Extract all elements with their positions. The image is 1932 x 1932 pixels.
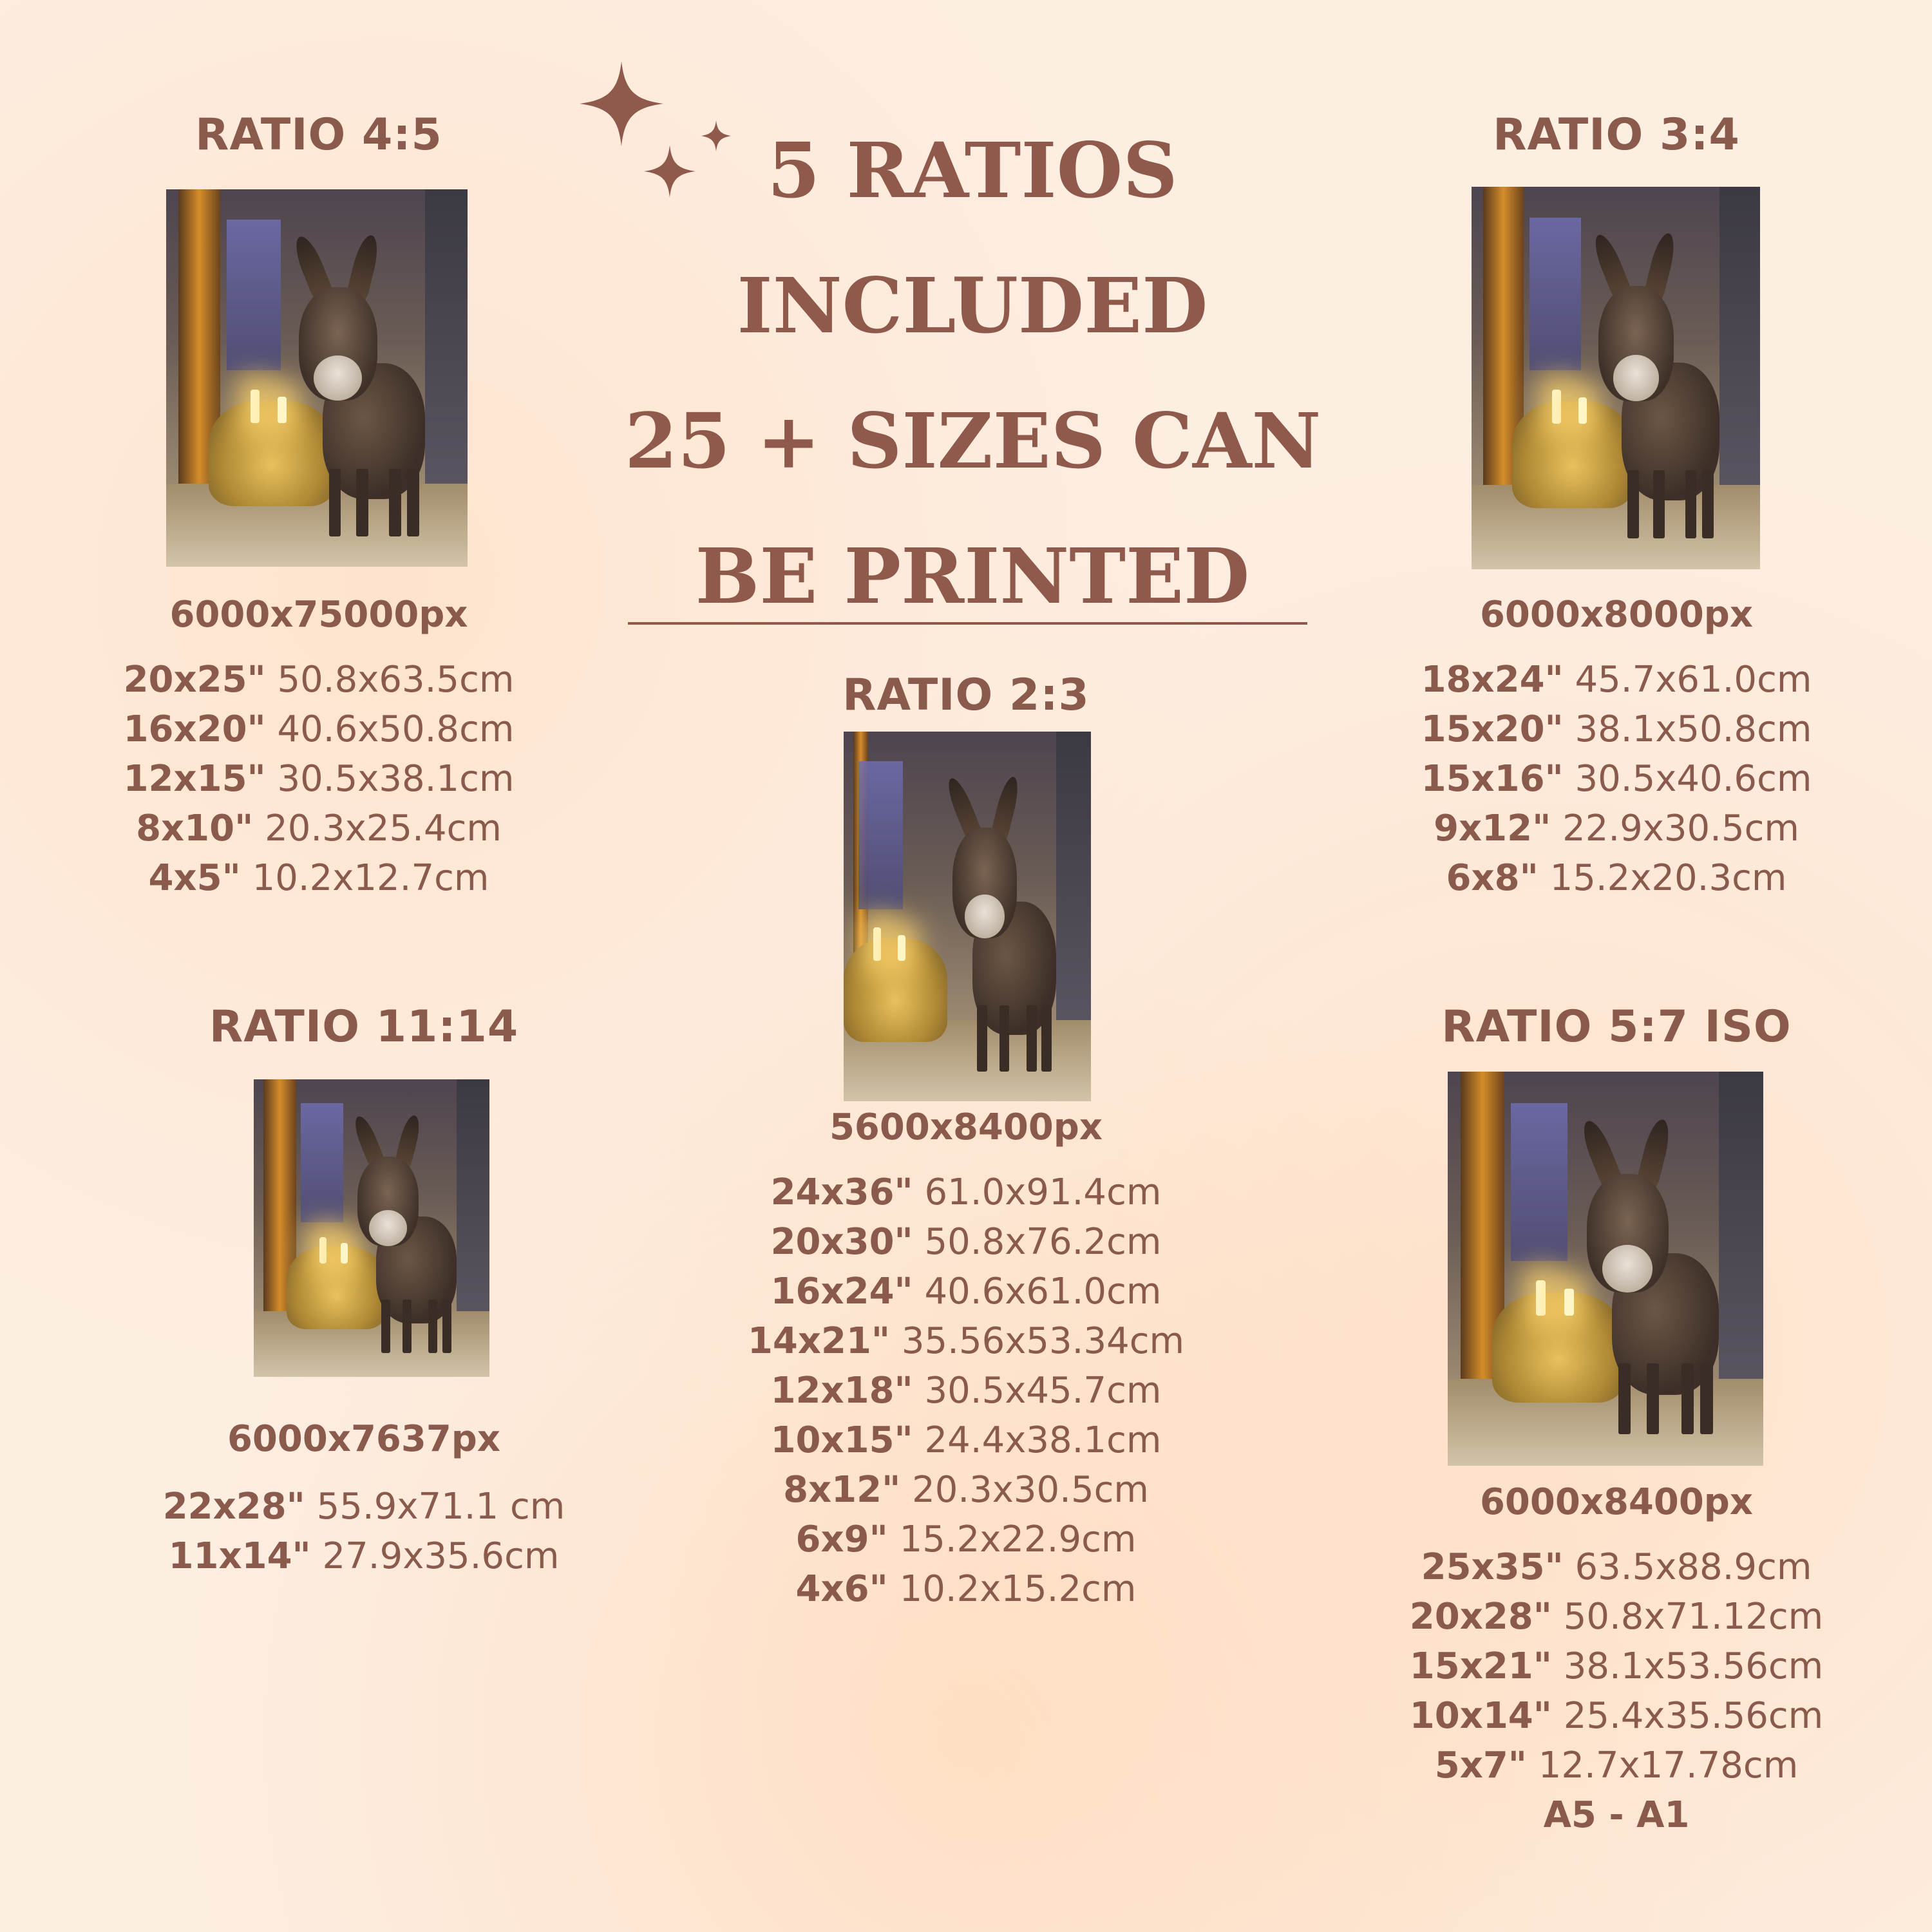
size-inches: 4x6" — [795, 1568, 888, 1610]
ratio-title: RATIO 11:14 — [209, 1001, 519, 1052]
size-cm: 50.8x63.5cm — [277, 659, 515, 701]
size-row — [1385, 1542, 1848, 1592]
ratio-5-7-title-block — [1385, 1001, 1848, 1052]
size-row — [715, 1168, 1217, 1217]
size-inches: 8x10" — [136, 808, 254, 849]
ratio-4-5-details — [90, 594, 547, 903]
headline-divider — [628, 622, 1307, 625]
size-inches: 16x24" — [770, 1271, 913, 1312]
size-cm: 50.8x71.12cm — [1563, 1596, 1824, 1638]
ratio-4-5-title-block — [90, 109, 547, 160]
size-cm: 10.2x15.2cm — [899, 1568, 1137, 1610]
size-row — [1385, 655, 1848, 705]
size-cm: 45.7x61.0cm — [1575, 659, 1812, 701]
size-inches: 6x8" — [1446, 857, 1539, 899]
size-inches: 12x18" — [770, 1370, 913, 1412]
size-list — [715, 1168, 1217, 1614]
ratio-5-7-details — [1385, 1481, 1848, 1840]
size-inches: 14x21" — [747, 1320, 891, 1362]
size-inches: 15x20" — [1421, 708, 1564, 750]
size-cm: 35.56x53.34cm — [901, 1320, 1185, 1362]
size-cm: 30.5x45.7cm — [924, 1370, 1162, 1412]
size-row — [1385, 1592, 1848, 1642]
size-inches: 11x14" — [168, 1535, 311, 1577]
headline-line-2: INCLUDED — [737, 261, 1208, 350]
size-inches: 20x30" — [770, 1221, 913, 1263]
size-cm: 10.2x12.7cm — [252, 857, 489, 899]
headline-line-1: 5 RATIOS — [767, 126, 1178, 215]
size-row — [90, 705, 547, 754]
size-inches: 15x16" — [1421, 758, 1564, 800]
size-inches: 20x25" — [123, 659, 266, 701]
iso-range: A5 - A1 — [1543, 1794, 1690, 1836]
donkey-artwork-4-5 — [166, 189, 468, 567]
size-row — [715, 1515, 1217, 1564]
size-inches: 18x24" — [1421, 659, 1564, 701]
size-row — [129, 1482, 599, 1531]
size-inches: 15x21" — [1409, 1645, 1552, 1687]
size-row — [90, 655, 547, 705]
donkey-artwork-3-4 — [1472, 187, 1760, 569]
ratio-11-14-title-block — [129, 1001, 599, 1052]
size-row — [1385, 1642, 1848, 1691]
size-row — [715, 1316, 1217, 1366]
size-cm: 55.9x71.1 cm — [316, 1486, 565, 1528]
donkey-artwork-5-7 — [1448, 1072, 1763, 1466]
size-row — [1385, 705, 1848, 754]
size-list — [1385, 655, 1848, 903]
size-cm: 15.2x22.9cm — [899, 1519, 1137, 1560]
pixel-dimensions: 6000x8400px — [1479, 1481, 1754, 1523]
size-inches: 25x35" — [1421, 1546, 1564, 1588]
size-cm: 15.2x20.3cm — [1549, 857, 1787, 899]
size-row — [1385, 1741, 1848, 1790]
size-cm: 27.9x35.6cm — [322, 1535, 560, 1577]
headline-line-4: BE PRINTED — [695, 531, 1250, 621]
ratio-title: RATIO 4:5 — [195, 109, 442, 160]
size-cm: 61.0x91.4cm — [924, 1171, 1162, 1213]
size-row — [715, 1564, 1217, 1614]
donkey-artwork-11-14 — [254, 1079, 489, 1377]
size-row — [715, 1416, 1217, 1465]
size-inches: 16x20" — [123, 708, 266, 750]
size-inches: 22x28" — [162, 1486, 305, 1528]
pixel-dimensions: 6000x7637px — [227, 1418, 501, 1460]
size-cm: 12.7x17.78cm — [1538, 1745, 1799, 1786]
pixel-dimensions: 5600x8400px — [829, 1106, 1103, 1148]
headline — [625, 103, 1320, 644]
donkey-artwork-2-3 — [844, 732, 1091, 1101]
size-row — [129, 1531, 599, 1581]
headline-line-3: 25 + SIZES CAN — [625, 396, 1321, 486]
size-list — [129, 1482, 599, 1581]
size-row — [715, 1217, 1217, 1267]
size-list — [1385, 1542, 1848, 1840]
ratio-2-3-details — [715, 1106, 1217, 1614]
size-cm: 38.1x50.8cm — [1575, 708, 1812, 750]
size-inches: 8x12" — [783, 1469, 901, 1511]
size-cm: 40.6x61.0cm — [924, 1271, 1162, 1312]
size-row — [715, 1465, 1217, 1515]
size-cm: 20.3x25.4cm — [265, 808, 502, 849]
pixel-dimensions: 6000x8000px — [1479, 594, 1754, 636]
ratio-title: RATIO 3:4 — [1493, 109, 1740, 160]
size-row — [715, 1366, 1217, 1416]
size-inches: 6x9" — [795, 1519, 888, 1560]
size-inches: 4x5" — [148, 857, 241, 899]
size-row — [90, 754, 547, 804]
size-cm: 30.5x38.1cm — [277, 758, 515, 800]
size-cm: 38.1x53.56cm — [1563, 1645, 1824, 1687]
size-cm: 50.8x76.2cm — [924, 1221, 1162, 1263]
size-list — [90, 655, 547, 903]
size-cm: 20.3x30.5cm — [912, 1469, 1149, 1511]
size-cm: 63.5x88.9cm — [1575, 1546, 1812, 1588]
size-inches: 5x7" — [1434, 1745, 1527, 1786]
size-cm: 22.9x30.5cm — [1562, 808, 1799, 849]
size-inches: 10x15" — [770, 1419, 913, 1461]
size-inches: 9x12" — [1434, 808, 1551, 849]
size-cm: 25.4x35.56cm — [1563, 1695, 1824, 1737]
size-inches: 24x36" — [770, 1171, 913, 1213]
size-row — [715, 1267, 1217, 1316]
pixel-dimensions: 6000x75000px — [169, 594, 468, 636]
size-row — [90, 804, 547, 853]
size-cm: 24.4x38.1cm — [924, 1419, 1162, 1461]
ratio-title: RATIO 2:3 — [842, 670, 1090, 721]
ratio-3-4-title-block — [1385, 109, 1848, 160]
ratio-2-3-title-block — [741, 670, 1191, 721]
ratio-11-14-details — [129, 1418, 599, 1581]
size-cm: 30.5x40.6cm — [1575, 758, 1812, 800]
size-row — [1385, 1691, 1848, 1741]
size-inches: 20x28" — [1409, 1596, 1552, 1638]
size-row — [1385, 853, 1848, 903]
size-cm: 40.6x50.8cm — [277, 708, 515, 750]
ratio-title: RATIO 5:7 ISO — [1441, 1001, 1792, 1052]
ratio-3-4-details — [1385, 594, 1848, 903]
size-row — [1385, 804, 1848, 853]
size-inches: 12x15" — [123, 758, 266, 800]
size-row — [90, 853, 547, 903]
size-row — [1385, 754, 1848, 804]
size-inches: 10x14" — [1409, 1695, 1552, 1737]
